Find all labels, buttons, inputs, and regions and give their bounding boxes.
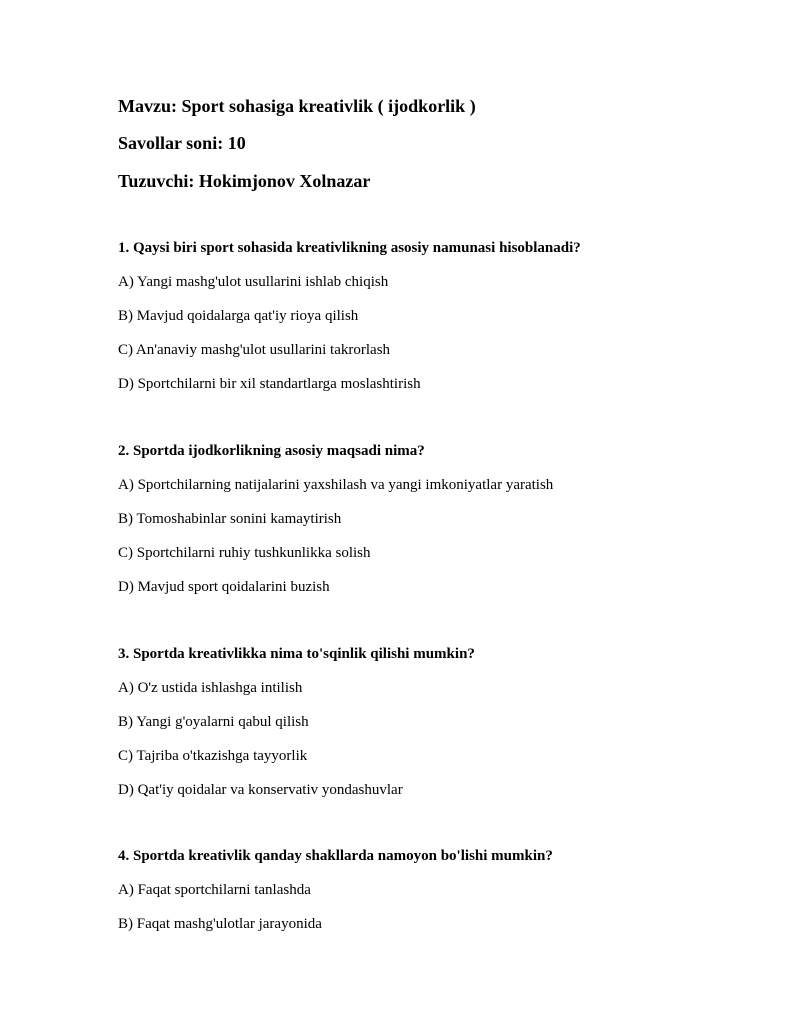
answer-option-d: D) Qat'iy qoidalar va konservativ yondashuvlar <box>118 782 403 798</box>
answer-option-b: B) Mavjud qoidalarga qat'iy rioya qilish <box>118 308 359 324</box>
question-count: Savollar soni: 10 <box>118 133 246 153</box>
answer-option-d: D) Mavjud sport qoidalarini buzish <box>118 579 330 595</box>
answer-option-a: A) Faqat sportchilarni tanlashda <box>118 882 311 898</box>
topic-heading: Mavzu: Sport sohasiga kreativlik ( ijodkorlik ) <box>118 96 476 116</box>
answer-option-b: B) Faqat mashg'ulotlar jarayonida <box>118 916 322 932</box>
answer-option-b: B) Yangi g'oyalarni qabul qilish <box>118 714 309 730</box>
question-block-2 <box>118 442 758 596</box>
answer-option-d: D) Sportchilarni bir xil standartlarga moslashtirish <box>118 376 421 392</box>
answer-option-a: A) O'z ustida ishlashga intilish <box>118 680 303 696</box>
question-block-3 <box>118 645 758 799</box>
answer-option-c: C) An'anaviy mashg'ulot usullarini takrorlash <box>118 342 391 358</box>
question-text: 1. Qaysi biri sport sohasida kreativlikning asosiy namunasi hisoblanadi? <box>118 240 581 256</box>
question-block-4 <box>118 847 758 933</box>
answer-option-c: C) Tajriba o'tkazishga tayyorlik <box>118 748 308 764</box>
question-block-1 <box>118 239 758 393</box>
answer-option-c: C) Sportchilarni ruhiy tushkunlikka solish <box>118 545 371 561</box>
answer-option-b: B) Tomoshabinlar sonini kamaytirish <box>118 511 342 527</box>
answer-option-a: A) Sportchilarning natijalarini yaxshilash va yangi imkoniyatlar yaratish <box>118 477 554 493</box>
author-line: Tuzuvchi: Hokimjonov Xolnazar <box>118 171 371 191</box>
question-text: 3. Sportda kreativlikka nima to'sqinlik qilishi mumkin? <box>118 646 475 662</box>
answer-option-a: A) Yangi mashg'ulot usullarini ishlab chiqish <box>118 274 389 290</box>
question-text: 2. Sportda ijodkorlikning asosiy maqsadi nima? <box>118 443 425 459</box>
question-text: 4. Sportda kreativlik qanday shakllarda namoyon bo'lishi mumkin? <box>118 848 553 864</box>
